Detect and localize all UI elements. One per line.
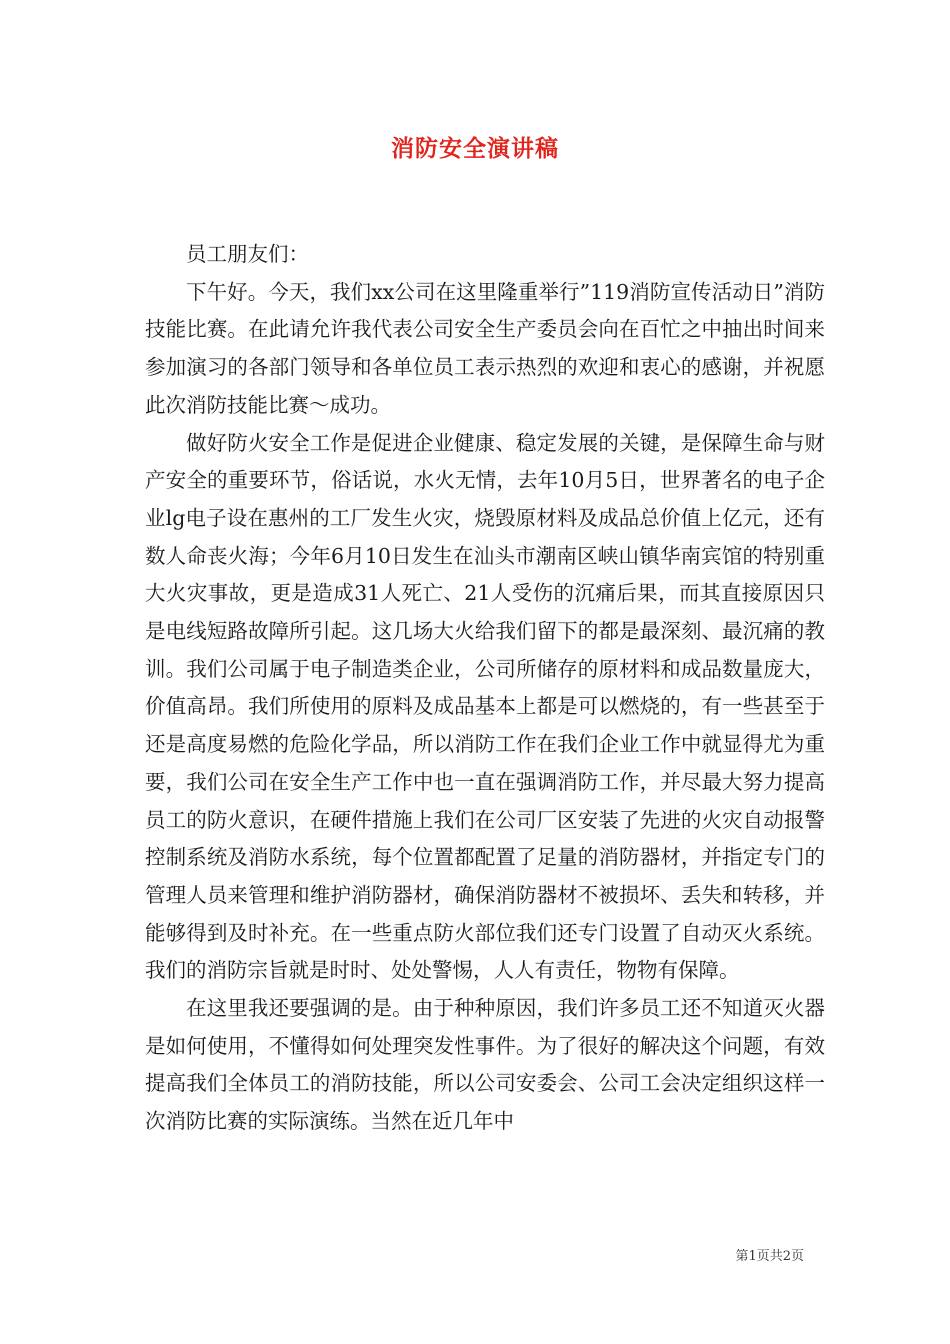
page-number-footer: 第1页共2页 [735,1249,804,1264]
paragraph-1: 下午好。今天，我们xx公司在这里隆重举行”119消防宣传活动日”消防技能比赛。在此请允许我代表公司安全生产委员会向在百忙之中抽出时间来参加演习的各部门领导和各单位员工表示热烈的欢迎和衷心的感谢，并祝愿此次消防技能比赛～成功。 [145,279,825,417]
paragraph-2: 做好防火安全工作是促进企业健康、稳定发展的关键，是保障生命与财产安全的重要环节，俗话说，水火无情，去年10月5日，世界著名的电子企业lg电子设在惠州的工厂发生火灾，烧毁原材料及成品总价值上亿元，还有数人命丧火海；今年6月10日发生在汕头市潮南区峡山镇华南宾馆的特别重大火灾事故，更是造成31人死亡、21人受伤的沉痛后果，而其直接原因只是电线短路故障所引起。这几场大火给我们留下的都是最深刻、最沉痛的教训。我们公司属于电子制造类企业，公司所储存的原材料和成品数量庞大，价值高昂。我们所使用的原料及成品基本上都是可以燃烧的，有一些甚至于还是高度易燃的危险化学品，所以消防工作在我们企业工作中就显得尤为重要，我们公司在安全生产工作中也一直在强调消防工作，并尽最大努力提高员工的防火意识，在硬件措施上我们在公司厂区安装了先进的火灾自动报警控制系统及消防水系统，每个位置都配置了足量的消防器材，并指定专门的管理人员来管理和维护消防器材，确保消防器材不被损坏、丢失和转移，并能够得到及时补充。在一些重点防火部位我们还专门设置了自动灭火系统。我们的消防宗旨就是时时、处处警惕，人人有责任，物物有保障。 [145,430,825,983]
paragraph-3: 在这里我还要强调的是。由于种种原因，我们许多员工还不知道灭火器是如何使用，不懂得如何处理突发性事件。为了很好的解决这个问题，有效提高我们全体员工的消防技能，所以公司安委会、公司工会决定组织这样一次消防比赛的实际演练。当然在近几年中 [145,996,825,1134]
salutation: 员工朋友们： [186,242,309,266]
document-title: 消防安全演讲稿 [391,135,559,162]
document-body [145,236,825,1141]
